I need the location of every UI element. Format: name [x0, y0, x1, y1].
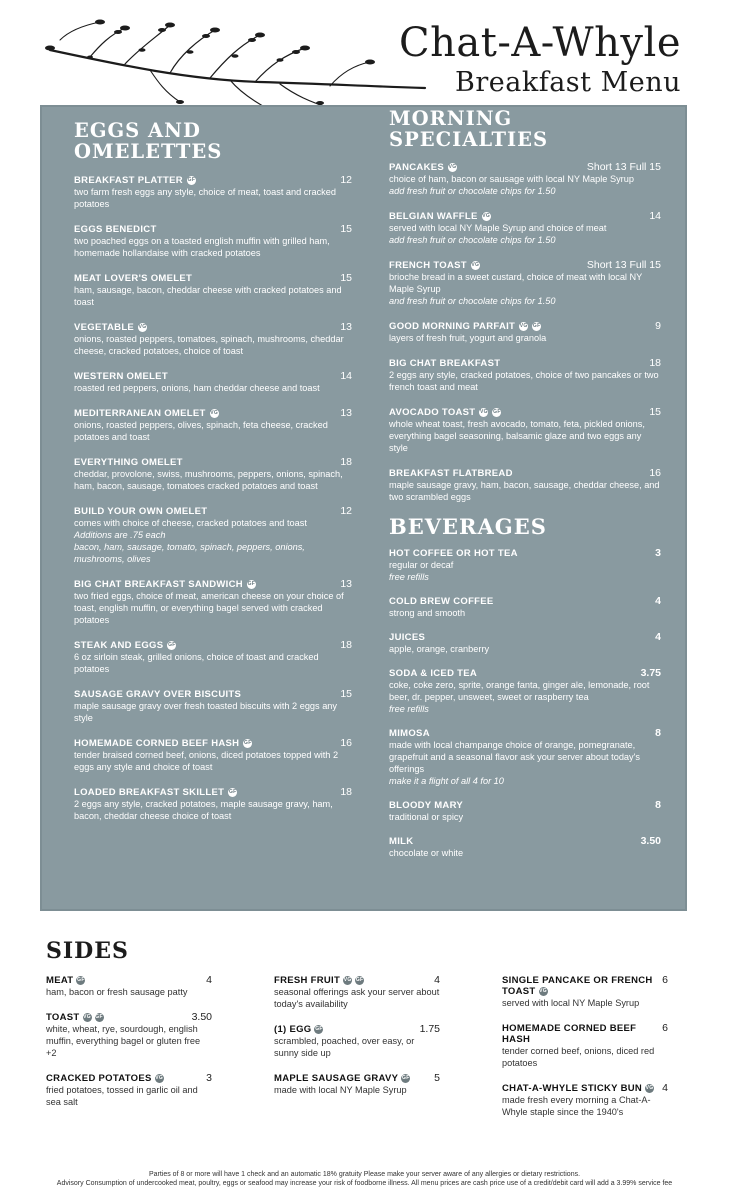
menu-item-description: apple, orange, cranberry — [389, 644, 490, 654]
menu-item-head — [46, 1072, 212, 1084]
sides-column-1 — [46, 974, 212, 1121]
eggs-column — [74, 107, 352, 835]
menu-item — [502, 974, 668, 1009]
menu-item-price: 13 — [340, 578, 352, 590]
menu-item-description: 2 eggs any style, cracked potatoes, maple sausage gravy, ham, bacon, cheddar cheese choice of toast — [74, 799, 333, 821]
menu-item-price: 3 — [206, 1072, 212, 1084]
menu-item — [502, 1022, 668, 1069]
menu-item-description: traditional or spicy — [389, 812, 464, 822]
menu-item-price: 12 — [340, 174, 352, 186]
menu-item-name-text: BREAKFAST FLATBREAD — [389, 468, 513, 479]
menu-item-price: 3.50 — [191, 1011, 212, 1023]
menu-item — [74, 321, 352, 357]
menu-item-description: two poached eggs on a toasted english muffin with grilled ham, homemade hollandaise with cracked potatoes — [74, 236, 330, 258]
menu-item-name-text: SODA & ICED TEA — [389, 668, 478, 679]
menu-item-head — [46, 974, 212, 986]
menu-item-name-text: MEAT — [46, 975, 74, 986]
menu-item-name-text: HOMEMADE CORNED BEEF HASH — [502, 1023, 637, 1045]
menu-item-name — [74, 689, 241, 700]
menu-item-price: 5 — [434, 1072, 440, 1084]
menu-item — [389, 320, 661, 344]
menu-item-name-text: BIG CHAT BREAKFAST SANDWICH — [74, 579, 243, 590]
menu-item-note: add fresh fruit or chocolate chips for 1.50 — [389, 186, 556, 196]
menu-item-name — [502, 1023, 662, 1045]
eggs-list — [74, 174, 352, 822]
diet-badge-icon: VG — [138, 323, 147, 330]
menu-item-name — [46, 975, 85, 986]
menu-item-head — [389, 547, 661, 559]
menu-item-name — [74, 273, 192, 284]
menu-item-head — [389, 406, 661, 418]
menu-item-name-text: BELGIAN WAFFLE — [389, 211, 478, 222]
menu-item-name-text: BREAKFAST PLATTER — [74, 175, 183, 186]
menu-item-name-text: BIG CHAT BREAKFAST — [389, 358, 501, 369]
diet-badge-icon: VG — [471, 261, 480, 268]
menu-item-name — [502, 975, 662, 997]
menu-item — [389, 631, 661, 655]
diet-badge-icon-2: GF — [355, 976, 364, 983]
menu-item-name-text: SAUSAGE GRAVY OVER BISCUITS — [74, 689, 242, 700]
menu-item-name-text: HOMEMADE CORNED BEEF HASH — [74, 738, 240, 749]
diet-badge-icon: GF — [228, 788, 237, 795]
menu-item-name — [389, 407, 501, 418]
menu-item-description: maple sausage gravy, ham, bacon, sausage, cheddar cheese, and two scrambled eggs — [389, 480, 660, 502]
menu-item-price: 15 — [649, 406, 661, 418]
menu-item-head — [74, 688, 352, 700]
menu-title-block — [399, 18, 681, 98]
menu-item-note: free refills — [389, 572, 429, 582]
menu-item-description: chocolate or white — [389, 848, 464, 858]
sides-heading: SIDES — [46, 938, 129, 964]
menu-item — [389, 667, 661, 715]
menu-item-description: maple sausage gravy over fresh toasted biscuits with 2 eggs any style — [74, 701, 338, 723]
menu-item-price: 13 — [340, 321, 352, 333]
menu-item-price: 8 — [655, 727, 661, 739]
menu-item — [389, 210, 661, 246]
menu-item-name-text: COLD BREW COFFEE — [389, 596, 494, 607]
menu-item-name — [502, 1083, 654, 1094]
menu-item-description: fried potatoes, tossed in garlic oil and sea salt — [46, 1085, 198, 1107]
menu-item-description: onions, roasted peppers, olives, spinach, feta cheese, cracked potatoes and toast — [74, 420, 328, 442]
menu-item-name-text: GOOD MORNING PARFAIT — [389, 321, 516, 332]
diet-badge-icon-2: GF — [493, 408, 501, 415]
menu-item-price: Short 13 Full 15 — [586, 259, 661, 271]
menu-item — [274, 974, 440, 1010]
specialties-heading: MORNING SPECIALTIES — [389, 107, 549, 151]
menu-item-price: 3.50 — [640, 835, 661, 847]
menu-item-name — [74, 738, 252, 749]
menu-item-description: made fresh every morning a Chat-A-Whyle staple since the 1940's — [502, 1095, 651, 1117]
menu-item-head — [74, 456, 352, 468]
menu-item-name-text: SINGLE PANCAKE OR FRENCH TOAST — [502, 975, 653, 997]
menu-item-name — [389, 728, 430, 739]
menu-item-price: 12 — [340, 505, 352, 517]
menu-item — [46, 974, 212, 998]
menu-item-head — [74, 174, 352, 186]
menu-item-head — [74, 407, 352, 419]
menu-item-name-text: MIMOSA — [389, 728, 430, 739]
menu-item — [74, 688, 352, 724]
menu-item-description: regular or decaf — [389, 560, 454, 570]
menu-item-price: 14 — [340, 370, 352, 382]
menu-item-head — [389, 799, 661, 811]
menu-item-note: free refills — [389, 704, 429, 714]
menu-item-name — [274, 1073, 410, 1084]
menu-item-name — [389, 836, 413, 847]
menu-item-name-text: BLOODY MARY — [389, 800, 464, 811]
menu-item-name — [389, 548, 518, 559]
menu-item-name-text: STEAK AND EGGS — [74, 640, 164, 651]
diet-badge-icon: GF — [244, 739, 252, 746]
menu-item-name-text: HOT COFFEE OR HOT TEA — [389, 548, 518, 559]
menu-item-name-text: MAPLE SAUSAGE GRAVY — [274, 1073, 399, 1084]
menu-item-head — [389, 259, 661, 271]
menu-item-head — [74, 272, 352, 284]
menu-item-head — [389, 631, 661, 643]
diet-badge-icon: VG — [645, 1084, 654, 1091]
menu-item-description: made with local NY Maple Syrup — [274, 1085, 407, 1095]
menu-item-head — [389, 161, 661, 173]
menu-item — [389, 259, 661, 307]
menu-item — [389, 467, 661, 503]
menu-item-description: choice of ham, bacon or sausage with local NY Maple Syrup — [389, 174, 634, 184]
menu-item — [389, 406, 661, 454]
menu-item-name — [74, 506, 207, 517]
menu-item — [74, 737, 352, 773]
diet-badge-icon: GF — [77, 976, 85, 983]
menu-item-name — [74, 322, 147, 333]
menu-item — [46, 1011, 212, 1059]
menu-item-name — [389, 596, 494, 607]
menu-item-name — [46, 1012, 104, 1023]
menu-item-description: white, wheat, rye, sourdough, english muffin, everything bagel or gluten free +2 — [46, 1024, 201, 1058]
menu-item — [389, 835, 661, 859]
menu-item-head — [389, 667, 661, 679]
menu-item-price: 15 — [340, 223, 352, 235]
menu-item — [46, 1072, 212, 1108]
menu-item — [74, 786, 352, 822]
menu-item-price: 15 — [340, 272, 352, 284]
menu-item-name-text: BUILD YOUR OWN OMELET — [74, 506, 208, 517]
menu-title: Breakfast Menu — [455, 67, 681, 98]
beverages-heading: BEVERAGES — [389, 514, 547, 539]
menu-item-head — [389, 320, 661, 332]
menu-item-name-text: MEDITERRANEAN OMELET — [74, 408, 206, 419]
menu-item-name — [389, 800, 463, 811]
menu-item — [74, 223, 352, 259]
menu-item-name — [74, 408, 219, 419]
menu-item-price: 3 — [655, 547, 661, 559]
diet-badge-icon: VG — [210, 409, 219, 416]
menu-item-head — [389, 835, 661, 847]
menu-item-name — [389, 321, 541, 332]
menu-item-description: ham, bacon or fresh sausage patty — [46, 987, 188, 997]
menu-item-note: Additions are .75 each — [74, 530, 166, 540]
menu-item-head — [389, 210, 661, 222]
menu-item-price: Short 13 Full 15 — [586, 161, 661, 173]
footer-notice — [0, 1170, 729, 1188]
menu-item-name — [74, 579, 256, 590]
menu-item-price: 18 — [649, 357, 661, 369]
menu-item-name — [74, 224, 157, 235]
menu-item-name — [274, 975, 364, 986]
right-column — [389, 107, 661, 871]
diet-badge-icon-2: GF — [95, 1013, 103, 1020]
menu-item-name — [74, 371, 168, 382]
menu-item-price: 16 — [649, 467, 661, 479]
menu-item-price: 14 — [649, 210, 661, 222]
menu-item-note-2: bacon, ham, sausage, tomato, spinach, peppers, onions, mushrooms, olives — [74, 542, 305, 564]
menu-item-head — [502, 1082, 668, 1094]
menu-item — [74, 272, 352, 308]
menu-item-description: ham, sausage, bacon, cheddar cheese with cracked potatoes and toast — [74, 285, 342, 307]
menu-item-price: 1.75 — [419, 1023, 440, 1035]
menu-item-description: served with local NY Maple Syrup and choice of meat — [389, 223, 607, 233]
diet-badge-icon-2: GF — [532, 322, 541, 329]
menu-item-head — [389, 357, 661, 369]
menu-item-price: 16 — [340, 737, 352, 749]
menu-item-name-text: EVERYTHING OMELET — [74, 457, 183, 468]
menu-item-price: 18 — [340, 786, 352, 798]
sides-column-2 — [274, 974, 440, 1109]
menu-item-price: 4 — [434, 974, 440, 986]
menu-item-description: coke, coke zero, sprite, orange fanta, ginger ale, lemonade, root beer, dr. pepper, unsweet, sweet or raspberry tea — [389, 680, 650, 702]
menu-item — [274, 1023, 440, 1059]
menu-item-price: 6 — [662, 974, 668, 986]
diet-badge-icon: VG — [480, 408, 488, 415]
menu-item — [389, 161, 661, 197]
menu-item-name — [389, 162, 457, 173]
menu-item-name-text: CHAT-A-WHYLE STICKY BUN — [502, 1083, 643, 1094]
menu-item-head — [389, 595, 661, 607]
menu-panel — [42, 107, 685, 909]
menu-item-price: 4 — [662, 1082, 668, 1094]
menu-item-name — [389, 632, 425, 643]
diet-badge-icon: GF — [315, 1025, 323, 1032]
menu-item — [389, 547, 661, 583]
menu-item-head — [74, 578, 352, 590]
diet-badge-icon: VG — [448, 163, 457, 170]
menu-item-price: 9 — [655, 320, 661, 332]
menu-item-name — [389, 211, 491, 222]
menu-item — [389, 357, 661, 393]
menu-item-name-text: LOADED BREAKFAST SKILLET — [74, 787, 225, 798]
menu-item-name — [389, 468, 513, 479]
menu-item — [502, 1082, 668, 1118]
menu-item — [274, 1072, 440, 1096]
menu-item-description: onions, roasted peppers, tomatoes, spinach, mushrooms, cheddar cheese, cracked potatoes, choice of toast — [74, 334, 344, 356]
menu-item-name-text: (1) EGG — [274, 1024, 312, 1035]
menu-item-description: cheddar, provolone, swiss, mushrooms, peppers, onions, spinach, ham, bacon, sausage, tomatoes cracked potatoes and toast — [74, 469, 343, 491]
menu-item-name — [46, 1073, 164, 1084]
menu-item-description: tender corned beef, onions, diced red potatoes — [502, 1046, 655, 1068]
menu-item — [74, 456, 352, 492]
beverages-list — [389, 547, 661, 859]
diet-badge-icon: GF — [402, 1074, 410, 1081]
menu-item-head — [74, 505, 352, 517]
menu-item-head — [74, 223, 352, 235]
menu-item-description: 2 eggs any style, cracked potatoes, choice of two pancakes or two french toast and meat — [389, 370, 659, 392]
diet-badge-icon: VG — [83, 1013, 91, 1020]
diet-badge-icon: GF — [168, 641, 176, 648]
menu-item-price: 8 — [655, 799, 661, 811]
menu-item-name-text: MEAT LOVER'S OMELET — [74, 273, 193, 284]
menu-item-name — [389, 358, 500, 369]
diet-badge-icon: VG — [482, 212, 491, 219]
diet-badge-icon: GF — [187, 176, 196, 183]
menu-item-name — [74, 175, 196, 186]
menu-item-name-text: FRESH FRUIT — [274, 975, 341, 986]
menu-item — [74, 505, 352, 565]
menu-item-name-text: MILK — [389, 836, 414, 847]
menu-item — [74, 370, 352, 394]
menu-item-name-text: FRENCH TOAST — [389, 260, 467, 271]
menu-item-description: 6 oz sirloin steak, grilled onions, choice of toast and cracked potatoes — [74, 652, 319, 674]
menu-item-name-text: CRACKED POTATOES — [46, 1073, 152, 1084]
menu-item-description: tender braised corned beef, onions, diced potatoes topped with 2 eggs any style and choice of toast — [74, 750, 339, 772]
menu-item-description: made with local champange choice of orange, pomegranate, grapefruit and a seasonal flavor ask your server about today's offerings — [389, 740, 640, 774]
menu-item-name — [74, 457, 183, 468]
menu-item-name — [74, 787, 237, 798]
menu-item-description: served with local NY Maple Syrup — [502, 998, 640, 1008]
menu-item-name — [274, 1024, 323, 1035]
menu-item-head — [74, 321, 352, 333]
menu-item-name — [389, 668, 477, 679]
menu-item-description: two fried eggs, choice of meat, american cheese on your choice of toast, english muffin, or everything bagel served with cracked potatoes — [74, 591, 344, 625]
menu-item — [389, 799, 661, 823]
menu-item-name-text: TOAST — [46, 1012, 80, 1023]
menu-item-price: 6 — [662, 1022, 668, 1034]
menu-item-price: 15 — [340, 688, 352, 700]
menu-item-description: two farm fresh eggs any style, choice of meat, toast and cracked potatoes — [74, 187, 336, 209]
menu-item-head — [389, 467, 661, 479]
menu-item-price: 4 — [655, 631, 661, 643]
diet-badge-icon: VG — [539, 987, 547, 994]
footer-line-2: Advisory Consumption of undercooked meat, poultry, eggs or seafood may increase your risk of foodborne illness. All menu prices are cash price use of a credit/debit card will add a 3.99% service fee — [56, 1180, 673, 1187]
menu-item — [389, 595, 661, 619]
menu-item-price: 13 — [340, 407, 352, 419]
menu-item-name — [74, 640, 176, 651]
menu-item-name-text: EGGS BENEDICT — [74, 224, 157, 235]
menu-item-description: strong and smooth — [389, 608, 466, 618]
menu-item-price: 18 — [340, 639, 352, 651]
menu-item — [74, 407, 352, 443]
branch-illustration — [30, 10, 430, 115]
menu-item-head — [502, 1022, 668, 1045]
menu-item-price: 18 — [340, 456, 352, 468]
diet-badge-icon: VG — [155, 1074, 164, 1081]
menu-item-note: and fresh fruit or chocolate chips for 1.50 — [389, 296, 556, 306]
restaurant-name: Chat-A-Whyle — [399, 20, 681, 66]
menu-item-note: make it a flight of all 4 for 10 — [389, 776, 504, 786]
menu-item-head — [274, 974, 440, 986]
menu-item-head — [502, 974, 668, 997]
menu-item-description: roasted red peppers, onions, ham cheddar cheese and toast — [74, 383, 320, 393]
menu-item-price: 3.75 — [640, 667, 661, 679]
menu-item-description: comes with choice of cheese, cracked potatoes and toast — [74, 518, 307, 528]
menu-item-price: 4 — [206, 974, 212, 986]
diet-badge-icon: VG — [519, 322, 528, 329]
menu-item-note: add fresh fruit or chocolate chips for 1.50 — [389, 235, 556, 245]
menu-item-head — [74, 639, 352, 651]
menu-item-head — [74, 786, 352, 798]
menu-item-head — [74, 370, 352, 382]
sides-column-3 — [502, 974, 668, 1131]
menu-item — [74, 639, 352, 675]
menu-item-name — [389, 260, 480, 271]
menu-item-head — [274, 1023, 440, 1035]
menu-item-description: seasonal offerings ask your server about today's availability — [274, 987, 440, 1009]
menu-item-head — [46, 1011, 212, 1023]
specialties-list — [389, 161, 661, 503]
footer-line-1: Parties of 8 or more will have 1 check and an automatic 18% gratuity Please make your server aware of any allergies or dietary restrictions. — [148, 1171, 581, 1178]
menu-item-name-text: JUICES — [389, 632, 426, 643]
menu-item-name-text: PANCAKES — [389, 162, 445, 173]
menu-item-name-text: VEGETABLE — [74, 322, 135, 333]
menu-item — [74, 174, 352, 210]
menu-item-description: layers of fresh fruit, yogurt and granola — [389, 333, 547, 343]
menu-item-head — [74, 737, 352, 749]
diet-badge-icon: GF — [247, 580, 256, 587]
menu-item-description: scrambled, poached, over easy, or sunny side up — [274, 1036, 415, 1058]
menu-item — [74, 578, 352, 626]
menu-item — [389, 727, 661, 787]
menu-item-name-text: WESTERN OMELET — [74, 371, 168, 382]
menu-item-head — [274, 1072, 440, 1084]
diet-badge-icon: VG — [343, 976, 352, 983]
menu-item-price: 4 — [655, 595, 661, 607]
menu-item-description: whole wheat toast, fresh avocado, tomato, feta, pickled onions, everything bagel seasoning, balsamic glaze and two eggs any style — [389, 419, 645, 453]
eggs-heading: EGGS AND OMELETTES — [74, 119, 223, 163]
menu-item-head — [389, 727, 661, 739]
menu-item-description: brioche bread in a sweet custard, choice of meat with local NY Maple Syrup — [389, 272, 643, 294]
menu-item-name-text: AVOCADO TOAST — [389, 407, 476, 418]
